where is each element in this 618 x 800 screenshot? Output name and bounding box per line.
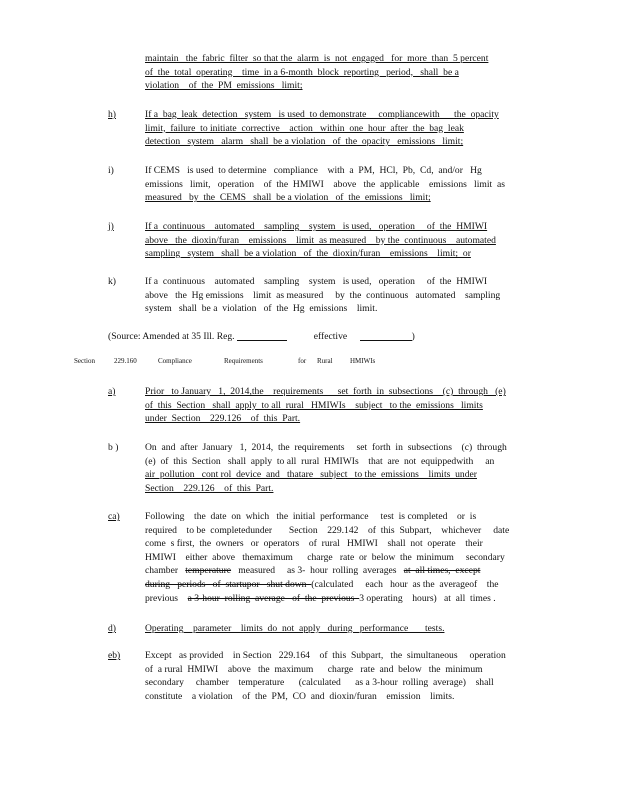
text-line [145,468,535,482]
source-prefix: (Source: Amended at 35 Ill. Reg. [108,331,235,342]
text-segment: above the Hg emissions limit as measured by the continuous automated sampling [145,289,501,301]
text-segment: Except as provided in Section 229.164 of this Subpart, the simultaneous operation [145,650,506,661]
text-line [145,564,535,578]
text-line [145,649,535,663]
text-line [145,455,535,469]
text-line [145,122,535,136]
text-segment: previous [145,592,188,604]
text-segment: sampling system shall be a violation of the dioxin/furan emissions limit; or [145,248,471,260]
text-line [145,191,535,205]
text-segment: Section 229.126 of this Part. [145,482,274,494]
paragraph-label: k) [108,276,116,287]
paragraph-label: d) [108,623,116,634]
paragraph-label: b ) [108,442,119,453]
text-segment: If a bag leak detection system is used to demonstrate compliancewith the opacity [145,109,499,120]
text-segment: under Section 229.126 of this Part. [145,413,301,425]
paragraph-label: a) [108,386,116,397]
text-line [145,220,535,234]
text-line [145,663,535,677]
text-segment: (calculated each hour as the averageof the [311,578,499,590]
text-line [145,275,535,289]
source-effective: effective [313,331,348,342]
text-segment: Operating parameter limits do not apply during performance tests. [145,623,445,634]
paragraph-label: eb) [108,650,121,661]
heading-section-word: Section [74,357,95,365]
text-line [145,690,535,704]
paragraph-body [145,649,535,703]
text-line [145,510,535,524]
text-segment: of this Section shall apply to all rural HMIWIs subject to the emissions limits [145,399,483,411]
text-segment: air pollution cont rol device and thatare subject to the emissions limits under [145,469,477,481]
text-segment: If a continuous automated sampling system is used, operation of the HMIWI [145,276,488,287]
text-line [145,247,535,261]
text-line [145,52,535,66]
text-line [145,578,535,592]
text-segment: Prior to January 1, 2014,the requirements set forth in subsections (c) through (e) [145,386,506,397]
heading-section-number: 229.160 [114,357,137,365]
text-line [145,108,535,122]
heading-hmiwis: HMIWIs [350,357,376,365]
text-segment: If CEMS is used to determine compliance with a PM, HCl, Pb, Cd, and/or Hg [145,165,482,176]
text-line [145,135,535,149]
paragraph-body [145,164,535,205]
text-line [145,164,535,178]
paragraph-label: i) [108,165,114,176]
source-suffix: ) [411,331,415,342]
text-segment: (e) of this Section shall apply to all rural HMIWIs that are not equippedwith an [145,455,495,467]
source-blank-reg [237,330,287,341]
text-segment: emissions limit, operation of the HMIWI above the applicable emissions limit as [145,178,505,190]
text-line [145,385,535,399]
text-line [145,524,535,538]
text-segment: secondary chamber temperature (calculated as a 3-hour rolling average) shall [145,677,494,689]
text-line [145,441,535,455]
paragraph-body [145,108,535,149]
text-line [145,399,535,413]
source-blank-date [360,330,412,341]
text-line [145,302,535,316]
text-segment: HMIWI either above themaximum charge rate or below the minimum secondary [145,551,505,563]
text-segment: detection system alarm shall be a violation of the opacity emissions limit; [145,136,464,148]
text-line [145,537,535,551]
text-segment: of the total operating time in a 6-month block reporting period, shall be a [145,66,459,78]
heading-rural: Rural [317,357,333,365]
text-line [145,178,535,192]
text-segment: above the dioxin/furan emissions limit as measured by the continuous automated [145,234,496,246]
text-segment: of a rural HMIWI above the maximum charge rate and below the minimum [145,663,483,675]
text-segment: Following the date on which the initial performance test is completed or is [145,511,477,522]
text-line [145,79,535,93]
text-segment: If a continuous automated sampling system is used, operation of the HMIWI [145,221,488,232]
paragraph-body [145,220,535,261]
struck-text: during periods of startupor shut down [145,578,312,590]
paragraph-body [145,275,535,316]
text-line [145,551,535,565]
paragraph-label: h) [108,109,116,120]
text-line [145,289,535,303]
text-line [145,592,535,606]
text-line [145,622,535,636]
text-segment: limit, failure to initiate corrective action within one hour after the bag leak [145,122,464,134]
text-segment: chamber [145,565,186,577]
heading-requirements: Requirements [224,357,263,365]
text-segment: constitute a violation of the PM, CO and dioxin/furan emission limits. [145,690,455,702]
text-line [145,234,535,248]
paragraph-body [145,52,535,93]
text-line [145,412,535,426]
struck-text: at all times, except [403,565,481,577]
text-line [145,676,535,690]
text-line [145,482,535,496]
heading-for: for [298,357,307,365]
text-line [145,66,535,80]
heading-compliance: Compliance [158,357,192,365]
paragraph-body [145,385,535,426]
text-segment: system shall be a violation of the Hg emissions limit. [145,303,378,315]
paragraph-body [145,622,535,636]
paragraph-label: j) [108,221,114,232]
text-segment: come s first, the owners or operators of rural HMIWI shall not operate their [145,538,483,550]
text-segment: 3 operating hours) at all times . [359,592,496,604]
paragraph-label: ca) [108,511,120,522]
paragraph-body [145,510,535,605]
paragraph-body [145,441,535,495]
text-segment: required to be completedunder Section 229.142 of this Subpart, whichever date [145,524,510,536]
text-segment: On and after January 1, 2014, the requirements set forth in subsections (c) through [145,442,507,453]
struck-text: temperature [185,565,232,577]
struck-text: a 3-hour rolling average of the previous [187,592,360,604]
text-segment: violation of the PM emissions limit; [145,80,303,92]
source-note [108,330,415,342]
text-segment: maintain the fabric filter so that the alarm is not engaged for more than 5 percent [145,53,489,64]
text-segment: measured as 3- hour rolling averages [231,565,404,577]
text-segment: measured by the CEMS shall be a violation of the emissions limit; [145,192,431,204]
